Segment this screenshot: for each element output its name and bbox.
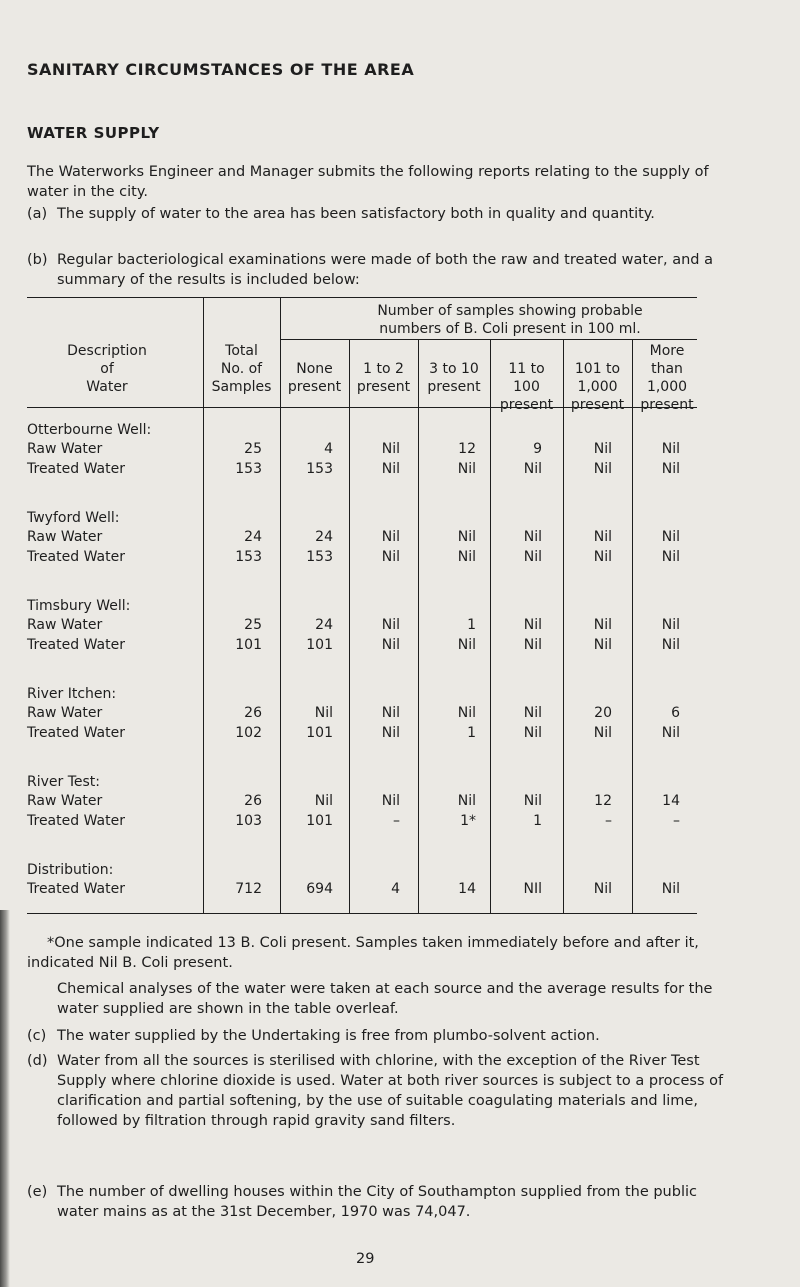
row-label: Treated Water [27, 461, 125, 477]
group-name: Twyford Well: [27, 510, 120, 526]
table-cell: 153 [306, 549, 333, 565]
table-cell: Nil [523, 549, 542, 565]
header-text: 1,000 [577, 379, 618, 395]
item-c [27, 1026, 737, 1046]
table-cell: Nil [523, 793, 542, 809]
table-cell: Nil [457, 529, 476, 545]
item-e [27, 1182, 737, 1222]
item-label: (b) [27, 252, 48, 268]
table-cell: 694 [306, 881, 333, 897]
col-none-header [280, 361, 349, 396]
table-cell: Nil [314, 793, 333, 809]
table-cell: 26 [244, 705, 262, 721]
table-cell: Nil [381, 441, 400, 457]
footnote-text: *One sample indicated 13 B. Coli present. Samples taken immediately before and after it, indicated Nil B. Coli present. [27, 935, 699, 971]
group-name: Otterbourne Well: [27, 422, 152, 438]
header-text: 3 to 10 [429, 361, 479, 377]
table-cell: Nil [523, 461, 542, 477]
table-cell: 6 [671, 705, 680, 721]
table-cell: 24 [244, 529, 262, 545]
table-cell: Nil [381, 725, 400, 741]
footnote [27, 933, 737, 973]
table-cell: Nil [457, 637, 476, 653]
table-cell: Nil [661, 529, 680, 545]
item-text: Water from all the sources is sterilised with chlorine, with the exception of the River Test Supply where chlorine dioxide is used. Water at both river sources is subject to a process of clarification and partial softening, by the use of suitable coagulating materials and lime, followed by filtration through rapid gravity sand filters. [57, 1053, 724, 1129]
header-text: present [640, 397, 694, 413]
table-cell: 12 [458, 441, 476, 457]
header-text: present [356, 379, 411, 395]
header-text: than [651, 361, 683, 377]
table-cell: Nil [314, 705, 333, 721]
header-text: present [570, 397, 625, 413]
table-cell: Nil [381, 793, 400, 809]
item-label: (d) [27, 1053, 48, 1069]
page-title: SANITARY CIRCUMSTANCES OF THE AREA [27, 60, 415, 79]
table-cell: 1* [460, 813, 476, 829]
group-name: River Itchen: [27, 686, 117, 702]
table-cell: 712 [235, 881, 262, 897]
scan-edge-shadow [0, 910, 10, 1287]
col-1to2-header [349, 361, 418, 396]
row-label: Raw Water [27, 705, 103, 721]
table-cell: 12 [594, 793, 612, 809]
table-cell: 24 [315, 529, 333, 545]
row-label: Treated Water [27, 725, 125, 741]
table-cell: Nil [593, 881, 612, 897]
item-label: (c) [27, 1028, 47, 1044]
table-cell: Nil [523, 529, 542, 545]
table-cell: Nil [381, 617, 400, 633]
group-header-rule [280, 339, 697, 340]
table-cell: 14 [458, 881, 476, 897]
table-cell: 153 [235, 549, 262, 565]
row-label: Treated Water [27, 813, 125, 829]
row-label: Raw Water [27, 793, 103, 809]
table-cell: 101 [306, 637, 333, 653]
table-cell: 26 [244, 793, 262, 809]
group-name: River Test: [27, 774, 101, 790]
table-cell: Nil [381, 529, 400, 545]
table-cell: 4 [391, 881, 400, 897]
header-text: Total [225, 343, 258, 359]
table-cell: Nil [593, 441, 612, 457]
item-label: (a) [27, 206, 48, 222]
table-top-rule [27, 297, 697, 298]
table-cell: 1 [533, 813, 542, 829]
item-text: Regular bacteriological examinations were made of both the raw and treated water, and a summary of the results is included below: [57, 252, 713, 288]
row-label: Treated Water [27, 637, 125, 653]
table-cell: Nil [593, 725, 612, 741]
table-cell: 101 [306, 725, 333, 741]
table-cell: Nil [381, 637, 400, 653]
table-cell: Nil [661, 549, 680, 565]
table-cell: 103 [235, 813, 262, 829]
table-cell: 1 [467, 725, 476, 741]
table-cell: 101 [306, 813, 333, 829]
table-cell: 9 [533, 441, 542, 457]
table-cell: Nil [661, 881, 680, 897]
table-cell: Nil [593, 529, 612, 545]
header-text: Samples [211, 379, 272, 395]
header-text: Water [86, 379, 128, 395]
col-101to1000-header [563, 360, 632, 414]
table-cell: Nil [661, 637, 680, 653]
table-cell: 102 [235, 725, 262, 741]
header-text: None [296, 361, 333, 377]
table-cell: 25 [244, 617, 262, 633]
section-heading: WATER SUPPLY [27, 124, 160, 142]
table-cell: Nil [593, 461, 612, 477]
table-cell: Nil [593, 637, 612, 653]
table-cell: Nil [661, 441, 680, 457]
table-cell: Nil [381, 461, 400, 477]
table-cell: Nil [457, 549, 476, 565]
header-text: 101 to [574, 361, 621, 377]
table-cell: – [673, 813, 680, 829]
table-cell: 24 [315, 617, 333, 633]
table-cell: 153 [235, 461, 262, 477]
item-d [27, 1051, 737, 1161]
table-cell: Nil [661, 461, 680, 477]
table-cell: Nil [661, 617, 680, 633]
item-label: (e) [27, 1184, 48, 1200]
table-cell: Nil [593, 549, 612, 565]
item-text: The number of dwelling houses within the City of Southampton supplied from the public water mains as at the 31st December, 1970 was 74,047. [57, 1184, 697, 1220]
group-header-line2: numbers of B. Coli present in 100 ml. [379, 321, 641, 337]
header-text: 11 to [508, 361, 545, 377]
col-more-header [632, 342, 702, 414]
table-cell: Nil [523, 617, 542, 633]
table-cell: 25 [244, 441, 262, 457]
col-3to10-header [418, 361, 490, 396]
chemical-paragraph: Chemical analyses of the water were taken at each source and the average results for the water supplied are shown in the table overleaf. [57, 981, 713, 1017]
table-bottom-rule [27, 913, 697, 914]
group-name: Timsbury Well: [27, 598, 131, 614]
header-text: 1,000 [646, 379, 688, 395]
header-text: More [649, 343, 685, 359]
col-11to100-header [490, 360, 563, 414]
header-text: 1 to 2 [363, 361, 404, 377]
table-cell: Nil [523, 637, 542, 653]
row-label: Treated Water [27, 549, 125, 565]
table-cell: – [605, 813, 612, 829]
item-text: The supply of water to the area has been satisfactory both in quality and quantity. [57, 206, 655, 222]
table-cell: NIl [523, 881, 542, 897]
table-cell: 153 [306, 461, 333, 477]
table-cell: 4 [324, 441, 333, 457]
table-cell: Nil [457, 793, 476, 809]
col-total-header [203, 342, 280, 396]
col-desc-header [27, 342, 187, 396]
header-text: present [499, 397, 554, 413]
table-cell: Nil [457, 705, 476, 721]
header-text: No. of [220, 361, 263, 377]
row-label: Raw Water [27, 441, 103, 457]
header-text: present [287, 379, 342, 395]
table-cell: Nil [381, 549, 400, 565]
group-name: Distribution: [27, 862, 114, 878]
intro-paragraph: The Waterworks Engineer and Manager submits the following reports relating to the supply of water in the city. [27, 164, 709, 200]
table-cell: Nil [457, 461, 476, 477]
table-cell: Nil [593, 617, 612, 633]
header-text: present [427, 379, 481, 395]
table-cell: 101 [235, 637, 262, 653]
header-text: Description [67, 343, 147, 359]
item-text: The water supplied by the Undertaking is free from plumbo-solvent action. [57, 1028, 600, 1044]
table-cell: Nil [523, 705, 542, 721]
page-number: 29 [356, 1251, 375, 1267]
table-cell: 1 [467, 617, 476, 633]
table-cell: Nil [661, 725, 680, 741]
group-header-line1: Number of samples showing probable [377, 303, 643, 319]
table-cell: – [393, 813, 400, 829]
row-label: Treated Water [27, 881, 125, 897]
table-cell: Nil [523, 725, 542, 741]
table-cell: Nil [381, 705, 400, 721]
table-cell: 20 [594, 705, 612, 721]
header-text: of [100, 361, 114, 377]
table-cell: 14 [662, 793, 680, 809]
header-text: 100 [513, 379, 540, 395]
row-label: Raw Water [27, 617, 103, 633]
row-label: Raw Water [27, 529, 103, 545]
